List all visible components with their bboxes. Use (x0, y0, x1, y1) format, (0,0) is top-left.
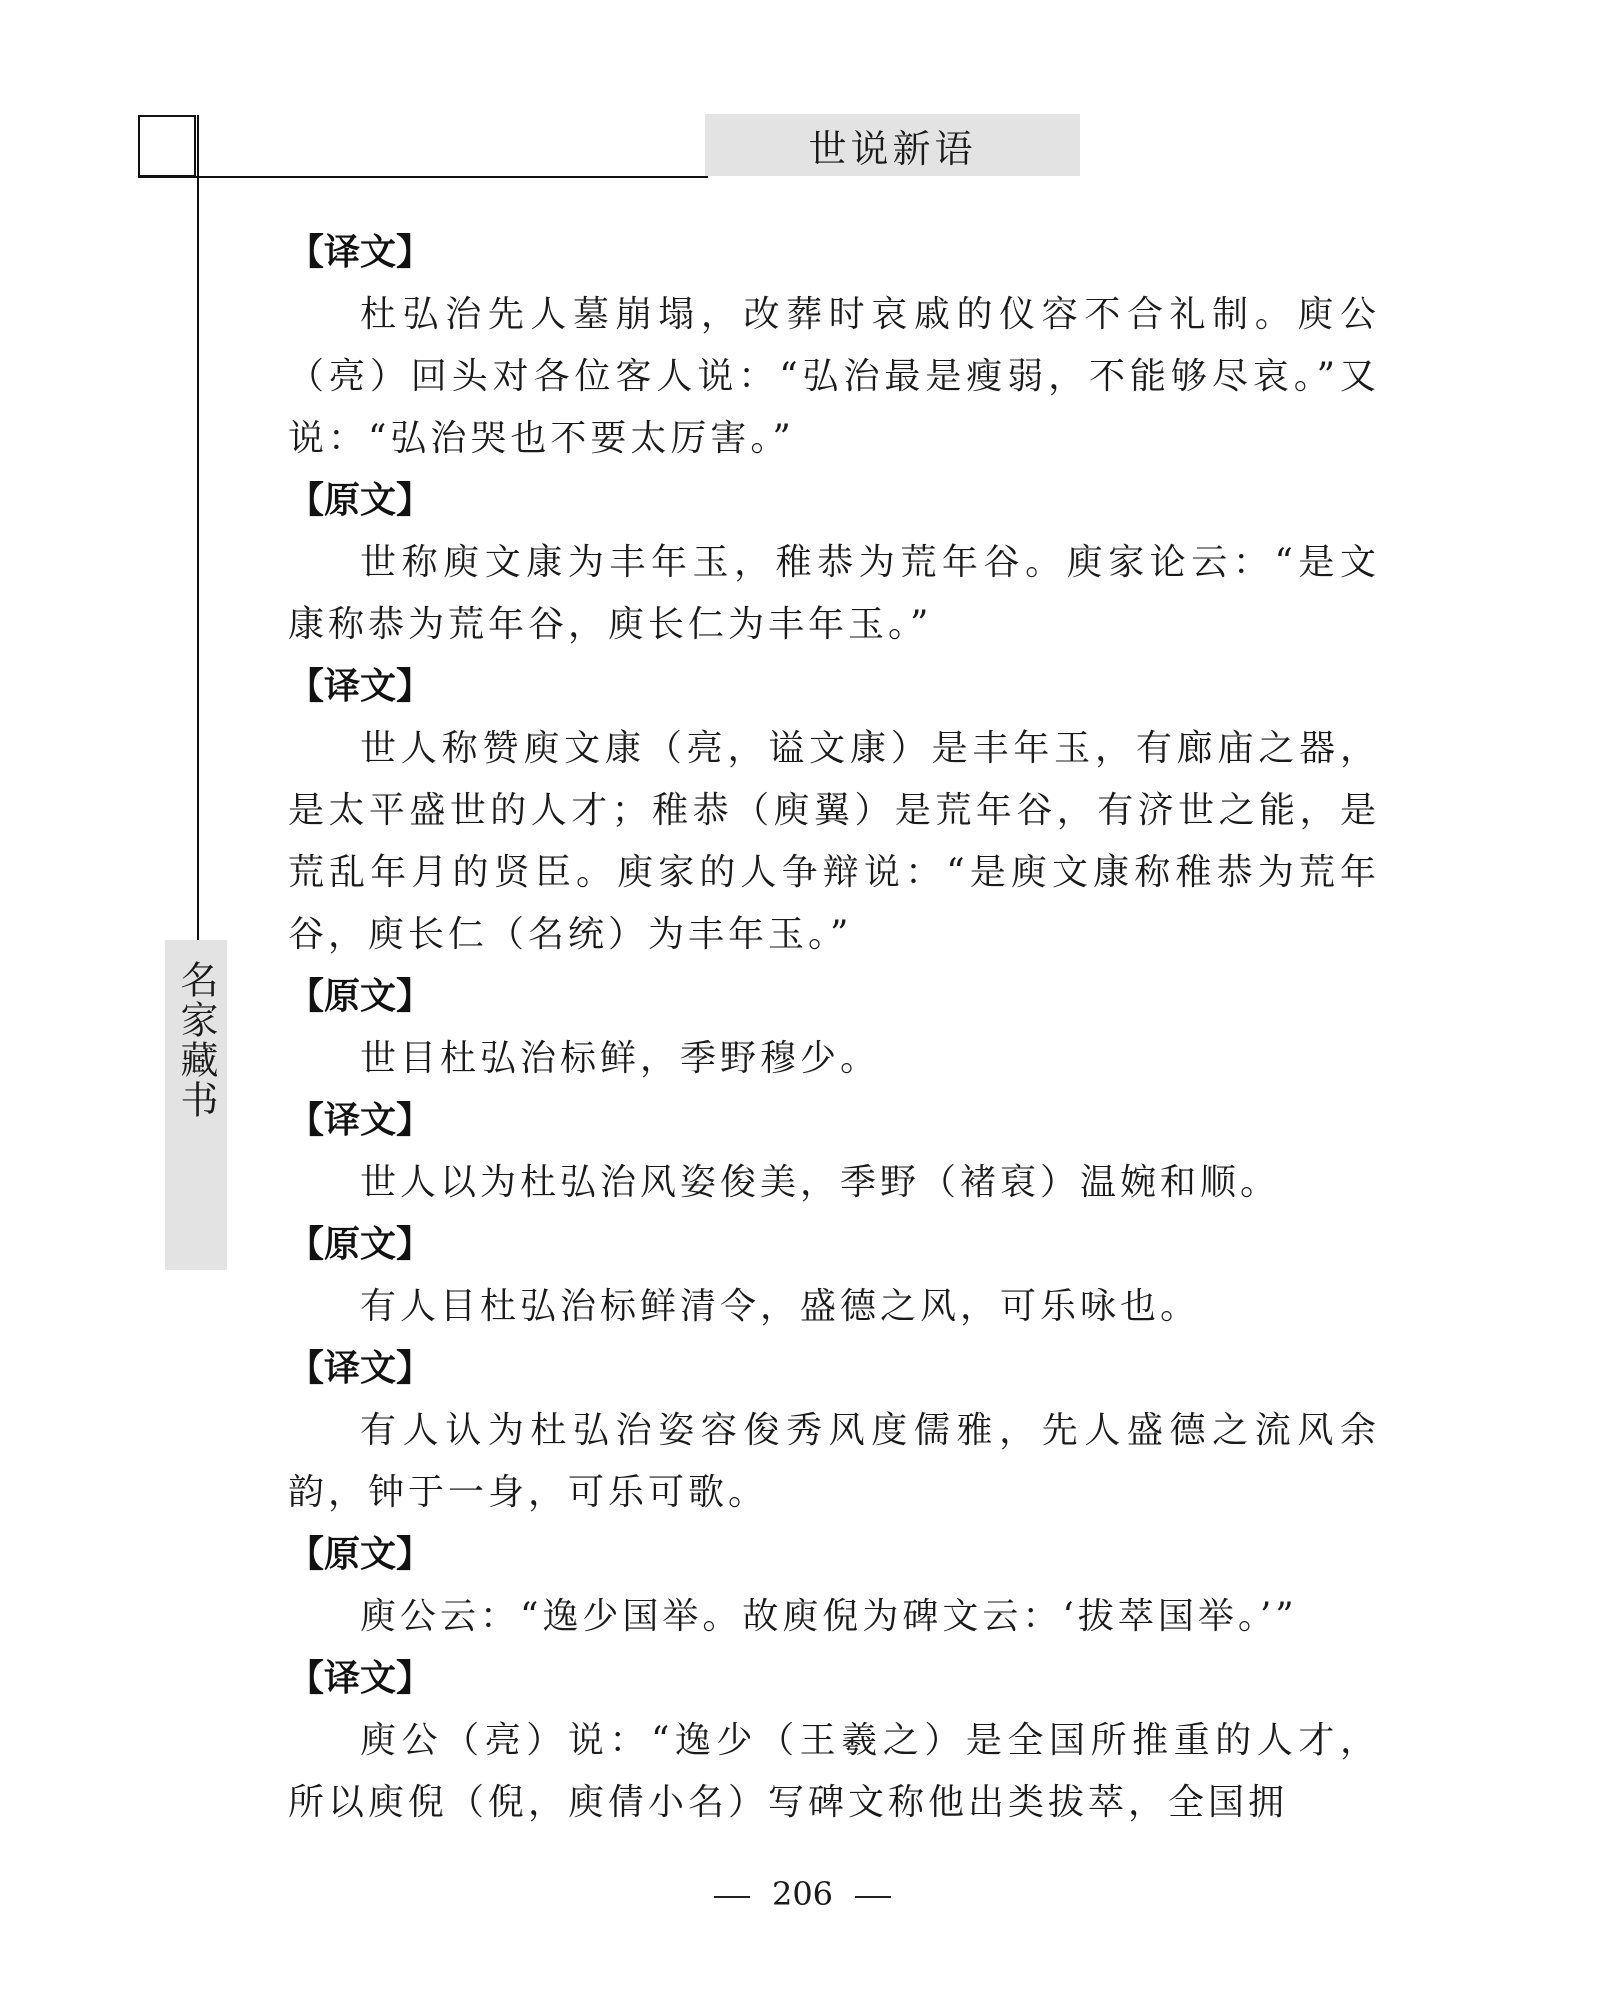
section-label: 【原文】 (288, 480, 433, 521)
section-block (288, 222, 1380, 470)
section-label: 【原文】 (288, 1534, 433, 1575)
section-paragraph: 有人目杜弘治标鲜清令，盛德之风，可乐咏也。 (360, 1286, 1201, 1327)
main-text (288, 222, 1380, 1834)
page-number: 206 (771, 1875, 834, 1913)
corner-box-ornament (138, 115, 196, 177)
section-label: 【原文】 (288, 976, 433, 1017)
section-block (288, 1338, 1380, 1524)
section-label: 【译文】 (288, 1100, 433, 1141)
section-block (288, 1214, 1380, 1338)
section-label: 【译文】 (288, 1658, 433, 1699)
section-block (288, 966, 1380, 1090)
dash-right (855, 1896, 891, 1898)
section-label: 【原文】 (288, 1224, 433, 1265)
book-title: 世说新语 (808, 126, 977, 171)
section-paragraph: 有人认为杜弘治姿容俊秀风度儒雅，先人盛德之流风余韵，钟于一身，可乐可歌。 (288, 1410, 1380, 1513)
section-label: 【译文】 (288, 666, 433, 707)
section-block (288, 656, 1380, 966)
section-paragraph: 庾公（亮）说：“逸少（王羲之）是全国所推重的人才，所以庾倪（倪，庾倩小名）写碑文称他出类拔萃，全国拥 (288, 1720, 1380, 1823)
section-paragraph: 世称庾文康为丰年玉，稚恭为荒年谷。庾家论云：“是文康称恭为荒年谷，庾长仁为丰年玉。” (288, 542, 1380, 645)
side-tab-label: 名家藏书 (174, 960, 218, 1120)
section-paragraph: 世目杜弘治标鲜，季野穆少。 (360, 1038, 881, 1079)
vertical-rule (197, 115, 199, 945)
running-header (705, 114, 1080, 176)
page-footer (0, 1875, 1605, 1913)
section-label: 【译文】 (288, 232, 433, 273)
section-block (288, 1090, 1380, 1214)
section-paragraph: 世人以为杜弘治风姿俊美，季野（褚裒）温婉和顺。 (360, 1162, 1281, 1203)
section-block (288, 470, 1380, 656)
section-label: 【译文】 (288, 1348, 433, 1389)
side-tab (165, 940, 227, 1270)
header-rule (138, 176, 708, 178)
section-paragraph: 庾公云：“逸少国举。故庾倪为碑文云：‘拔萃国举。’” (360, 1596, 1298, 1637)
section-paragraph: 杜弘治先人墓崩塌，改葬时哀戚的仪容不合礼制。庾公（亮）回头对各位客人说：“弘治最是瘦弱，不能够尽哀。”又说：“弘治哭也不要太厉害。” (288, 294, 1380, 459)
section-block (288, 1524, 1380, 1648)
section-paragraph: 世人称赞庾文康（亮，谥文康）是丰年玉，有廊庙之器，是太平盛世的人才；稚恭（庾翼）是荒年谷，有济世之能，是荒乱年月的贤臣。庾家的人争辩说：“是庾文康称稚恭为荒年谷，庾长仁（名统）为丰年玉。” (288, 728, 1380, 955)
section-block (288, 1648, 1380, 1834)
dash-left (714, 1896, 750, 1898)
